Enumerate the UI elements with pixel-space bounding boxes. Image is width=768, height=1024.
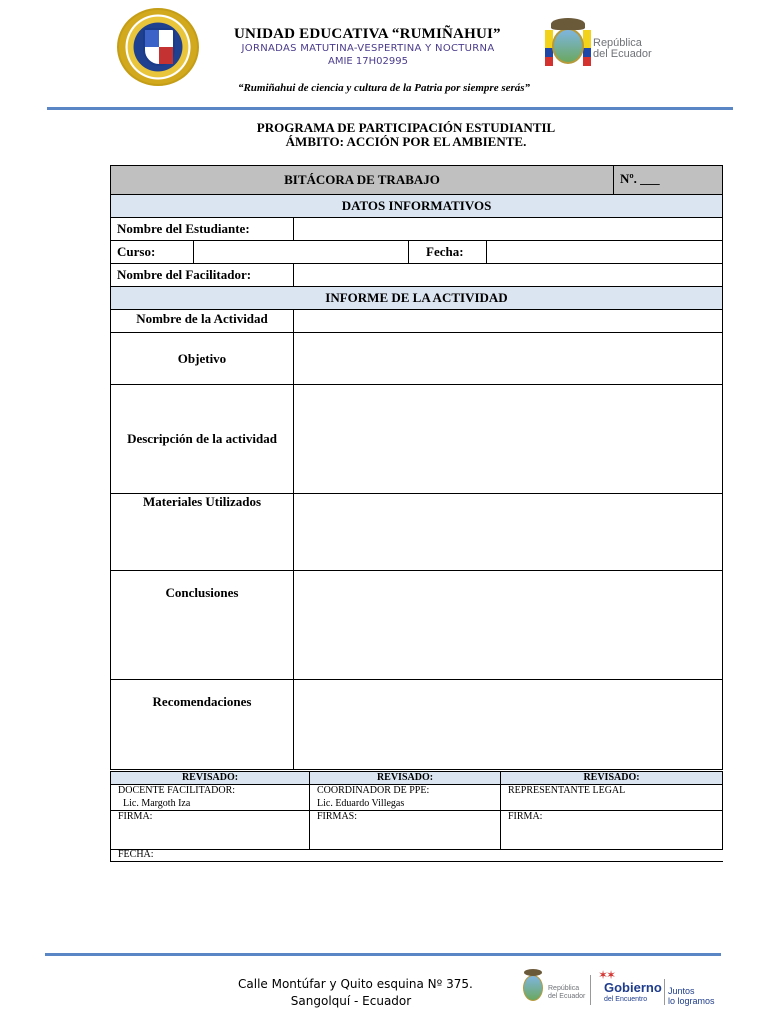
program-subtitle: ÁMBITO: ACCIÓN POR EL AMBIENTE. xyxy=(285,134,527,149)
recomendaciones-label: Recomendaciones xyxy=(111,680,294,769)
docente-title: DOCENTE FACILITADOR: xyxy=(118,785,236,796)
representante-title: REPRESENTANTE LEGAL xyxy=(508,785,626,796)
bitacora-form xyxy=(110,165,723,770)
nombre-estudiante-label: Nombre del Estudiante: xyxy=(111,218,294,241)
footer-separator-2 xyxy=(664,979,665,1005)
descripcion-text: Descripción de la actividad xyxy=(127,431,277,446)
header-divider xyxy=(47,107,733,110)
docente-facilitador-cell xyxy=(111,785,310,811)
ecuador-coat-of-arms-icon xyxy=(545,18,591,70)
firma-representante-field[interactable] xyxy=(501,811,723,850)
docente-name: Lic. Margoth Iza xyxy=(123,798,191,809)
school-amie: AMIE 17H02995 xyxy=(328,56,408,67)
juntos-logo-text xyxy=(668,986,715,1006)
materiales-label: Materiales Utilizados xyxy=(111,494,294,571)
footer-separator xyxy=(590,975,591,1005)
program-title: PROGRAMA DE PARTICIPACIÓN ESTUDIANTIL xyxy=(256,120,556,135)
conclusiones-label: Conclusiones xyxy=(111,571,294,680)
bitacora-number[interactable]: Nº. ___ xyxy=(614,166,722,195)
conclusiones-field[interactable] xyxy=(294,571,722,680)
fecha-revision-field[interactable] xyxy=(111,850,723,862)
address-line2: Sangolquí - Ecuador xyxy=(290,994,412,1008)
republica-line1: República xyxy=(593,37,642,49)
firma-coordinador-field[interactable] xyxy=(310,811,501,850)
descripcion-label xyxy=(111,385,294,494)
section-datos-informativos: DATOS INFORMATIVOS xyxy=(111,195,722,218)
school-motto: “Rumiñahui de ciencia y cultura de la Patria por siempre serás” xyxy=(237,82,531,94)
school-jornadas: JORNADAS MATUTINA-VESPERTINA Y NOCTURNA xyxy=(241,43,495,54)
footer-divider xyxy=(45,953,721,956)
revisado-header-3: REVISADO: xyxy=(501,772,723,785)
gobierno-star-icon: ✶✶ xyxy=(598,968,615,982)
nombre-actividad-label: Nombre de la Actividad xyxy=(111,310,294,333)
curso-field[interactable] xyxy=(194,241,409,264)
footer-republica-line1: República xyxy=(548,985,580,992)
curso-label: Curso: xyxy=(111,241,194,264)
coordinador-name: Lic. Eduardo Villegas xyxy=(317,798,405,809)
footer-coat-of-arms-icon xyxy=(520,969,546,1007)
descripcion-field[interactable] xyxy=(294,385,722,494)
recomendaciones-field[interactable] xyxy=(294,680,722,769)
revisado-header-1: REVISADO: xyxy=(111,772,310,785)
address-line1: Calle Montúfar y Quito esquina Nº 375. xyxy=(238,977,473,991)
firma-docente-label: FIRMA: xyxy=(118,811,153,822)
objetivo-label xyxy=(111,333,294,385)
fecha-field[interactable] xyxy=(487,241,722,264)
revisado-header-2: REVISADO: xyxy=(310,772,501,785)
republica-line2: del Ecuador xyxy=(593,48,652,60)
gobierno-logo-text: Gobierno xyxy=(604,980,662,995)
del-encuentro-text: del Encuentro xyxy=(604,996,648,1003)
materiales-field[interactable] xyxy=(294,494,722,571)
nombre-facilitador-label: Nombre del Facilitador: xyxy=(111,264,294,287)
footer-republica-line2: del Ecuador xyxy=(548,993,586,1000)
nombre-actividad-field[interactable] xyxy=(294,310,722,333)
shield-icon xyxy=(143,28,175,66)
bitacora-title: BITÁCORA DE TRABAJO xyxy=(111,166,614,195)
republica-logo-text xyxy=(593,38,652,60)
representante-cell xyxy=(501,785,723,811)
school-name: UNIDAD EDUCATIVA “RUMIÑAHUI” xyxy=(234,26,501,42)
firma-coordinador-label: FIRMAS: xyxy=(317,811,358,822)
coordinador-cell xyxy=(310,785,501,811)
firma-docente-field[interactable] xyxy=(111,811,310,850)
nombre-estudiante-field[interactable] xyxy=(294,218,722,241)
firma-representante-label: FIRMA: xyxy=(508,811,543,822)
objetivo-field[interactable] xyxy=(294,333,722,385)
juntos-line2: lo logramos xyxy=(668,996,715,1006)
fecha-label: Fecha: xyxy=(409,241,487,264)
fecha-revision-label: FECHA: xyxy=(118,849,154,860)
objetivo-text: Objetivo xyxy=(177,350,227,366)
revisado-table xyxy=(110,771,723,862)
juntos-line1: Juntos xyxy=(668,986,695,996)
section-informe-actividad: INFORME DE LA ACTIVIDAD xyxy=(111,287,722,310)
coordinador-title: COORDINADOR DE PPE: xyxy=(317,785,430,796)
nombre-facilitador-field[interactable] xyxy=(294,264,722,287)
footer-republica-text xyxy=(548,985,585,1001)
school-seal-logo xyxy=(117,8,199,86)
